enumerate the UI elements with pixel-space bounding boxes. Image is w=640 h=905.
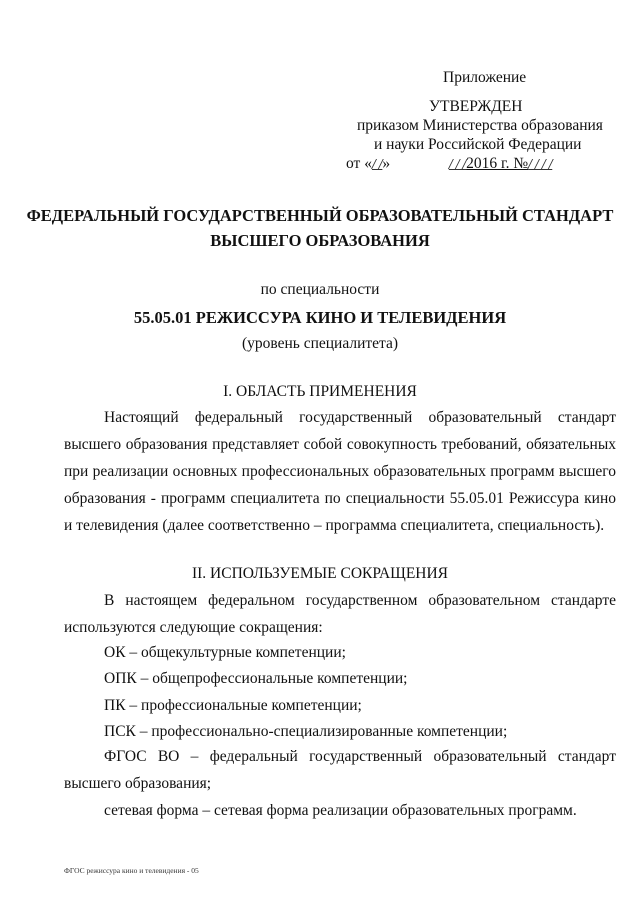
section-2-heading: II. ИСПОЛЬЗУЕМЫЕ СОКРАЩЕНИЯ: [191, 565, 449, 582]
abbreviation-ok: ОК – общекультурные компетенции;: [104, 644, 346, 661]
date-year: 2016 г. №: [466, 155, 529, 172]
order-line-2: и науки Российской Федерации: [374, 136, 582, 153]
document-title-line-2: ВЫСШЕГО ОБРАЗОВАНИЯ: [210, 231, 430, 250]
document-title-line-1: ФЕДЕРАЛЬНЫЙ ГОСУДАРСТВЕННЫЙ ОБРАЗОВАТЕЛЬНЫЙ СТАНДАРТ: [26, 206, 614, 225]
abbreviations-intro: В настоящем федеральном государственном образовательном стандарте используются следующие сокращения:: [64, 592, 616, 636]
abbreviation-psk: ПСК – профессионально-специализированные компетенции;: [104, 723, 508, 740]
order-date-line: [340, 154, 630, 174]
order-number: / / / /: [528, 157, 553, 171]
abbreviation-opk: ОПК – общепрофессиональные компетенции;: [104, 670, 408, 687]
specialty-intro: по специальности: [260, 281, 380, 298]
specialty-code-name: 55.05.01 РЕЖИССУРА КИНО И ТЕЛЕВИДЕНИЯ: [133, 308, 507, 327]
specialty-level: (уровень специалитета): [241, 335, 399, 352]
abbreviation-pk: ПК – профессиональные компетенции;: [104, 697, 362, 714]
date-prefix: от «: [346, 155, 372, 172]
order-line-1: приказом Министерства образования: [357, 117, 603, 134]
abbreviation-fgos: ФГОС ВО – федеральный государственный образовательный стандарт высшего образования;: [64, 748, 616, 792]
page-footer: ФГОС режиссура кино и телевидения - 05: [64, 866, 199, 875]
abbreviation-network-form: сетевая форма – сетевая форма реализации образовательных программ.: [104, 802, 577, 819]
approved-label: УТВЕРЖДЕН: [429, 98, 523, 115]
approval-block: [340, 68, 630, 174]
date-month: / / /: [448, 157, 467, 171]
section-1-heading: I. ОБЛАСТЬ ПРИМЕНЕНИЯ: [223, 383, 417, 400]
date-day: / /: [371, 157, 383, 171]
section-1-paragraph: Настоящий федеральный государственный образовательный стандарт высшего образования представляет собой совокупность требований, обязательных при реализации основных профессиональных образовательных программ высшего образования - программ специалитета по специальности 55.05.01 Режиссура кино и телевидения (далее соответственно – программа специалитета, специальность).: [64, 409, 616, 534]
date-mid: »: [382, 155, 391, 172]
appendix-label: Приложение: [443, 69, 527, 86]
